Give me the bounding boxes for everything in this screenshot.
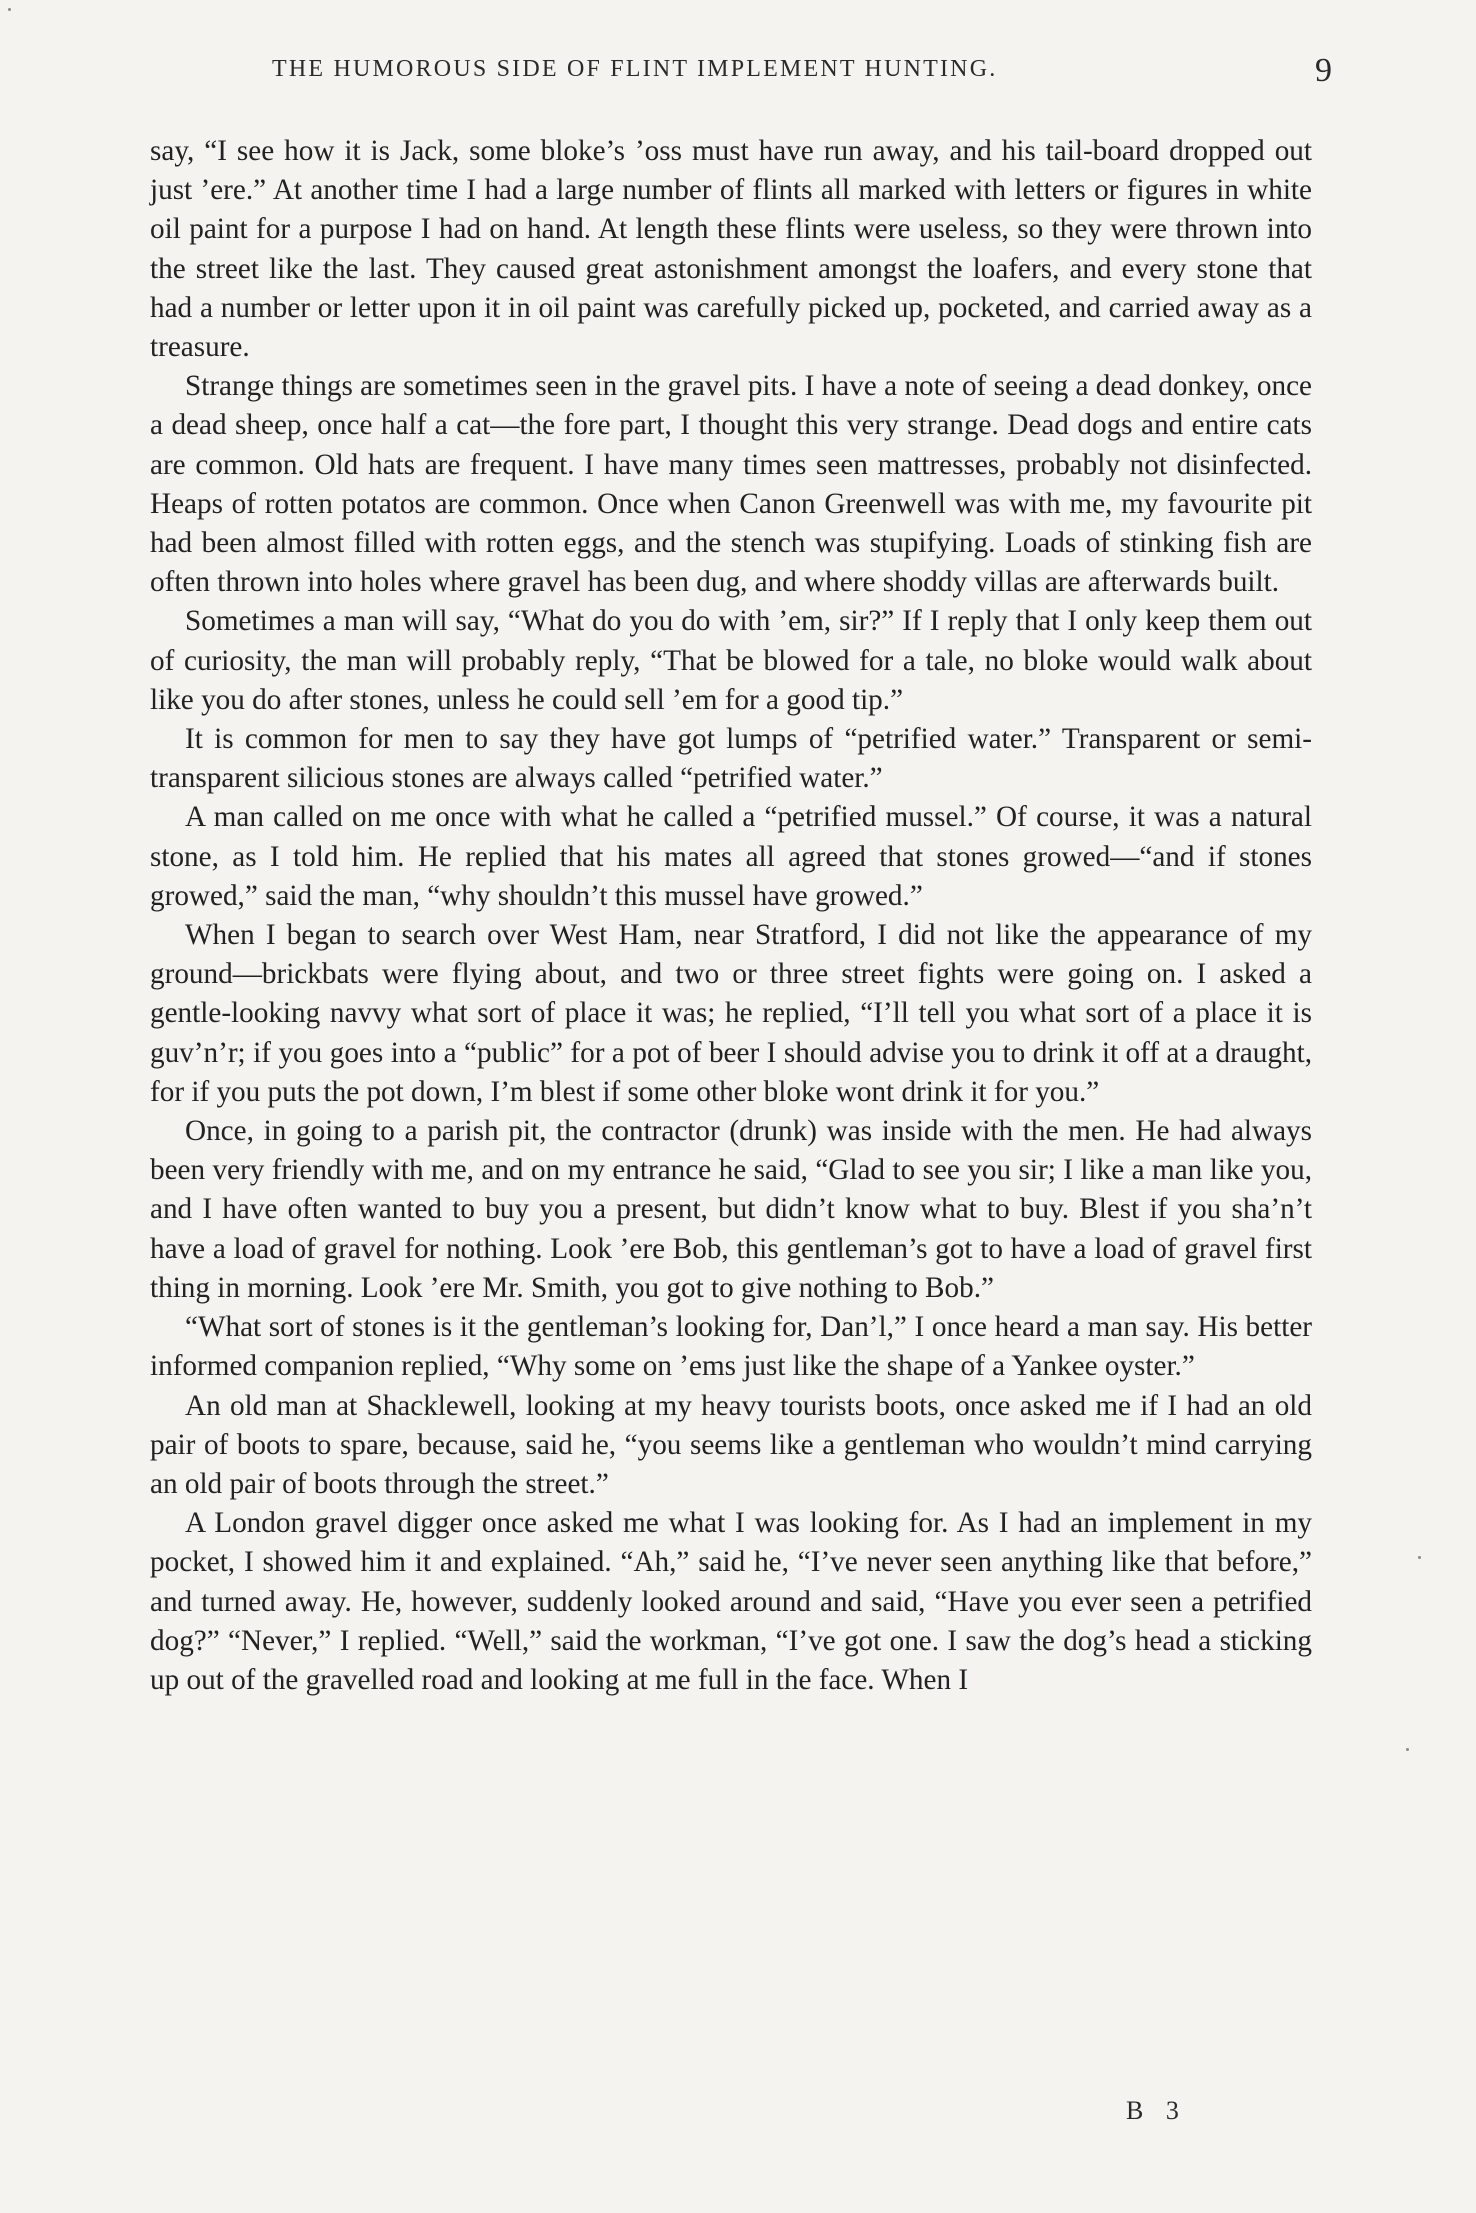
- running-head: [272, 52, 1332, 96]
- page-number: 9: [1315, 52, 1332, 89]
- paragraph: Sometimes a man will say, “What do you do with ’em, sir?” If I reply that I only keep them out of curiosity, the man will probably reply, “That be blowed for a tale, no bloke would walk about like you do after stones, unless he could sell ’em for a good tip.”: [150, 605, 1312, 716]
- paper-speck: [1406, 1748, 1409, 1751]
- paragraph: “What sort of stones is it the gentleman’s looking for, Dan’l,” I once heard a man say. His better informed companion replied, “Why some on ’ems just like the shape of a Yankee oyster.”: [150, 1311, 1312, 1383]
- body-text: [150, 132, 1312, 1700]
- paragraph: say, “I see how it is Jack, some bloke’s ’oss must have run away, and his tail-board dropped out just ’ere.” At another time I had a large number of flints all marked with letters or figures in white oil paint for a purpose I had on hand. At length these flints were useless, so they were thrown into the street like the last. They caused great astonishment amongst the loafers, and every stone that had a number or letter upon it in oil paint was carefully picked up, pocketed, and carried away as a treasure.: [150, 135, 1312, 364]
- paragraph: When I began to search over West Ham, near Stratford, I did not like the appearance of my ground—brickbats were flying about, and two or three street fights were going on. I asked a gentle-looking navvy what sort of place it was; he replied, “I’ll tell you what sort of a place it is guv’n’r; if you goes into a “public” for a pot of beer I should advise you to drink it off at a draught, for if you puts the pot down, I’m blest if some other bloke wont drink it for you.”: [150, 919, 1312, 1108]
- paper-speck: [8, 8, 11, 11]
- paragraph: A London gravel digger once asked me what I was looking for. As I had an implement in my pocket, I showed him it and explained. “Ah,” said he, “I’ve never seen anything like that before,” and turned away. He, however, suddenly looked around and said, “Have you ever seen a petrified dog?” “Never,” I replied. “Well,” said the workman, “I’ve got one. I saw the dog’s head a sticking up out of the gravelled road and looking at me full in the face. When I: [150, 1507, 1312, 1696]
- paragraph: Strange things are sometimes seen in the gravel pits. I have a note of seeing a dead donkey, once a dead sheep, once half a cat—the fore part, I thought this very strange. Dead dogs and entire cats are common. Old hats are frequent. I have many times seen mattresses, probably not disinfected. Heaps of rotten potatos are common. Once when Canon Greenwell was with me, my favourite pit had been almost filled with rotten eggs, and the stench was stupifying. Loads of stinking fish are often thrown into holes where gravel has been dug, and where shoddy villas are afterwards built.: [150, 370, 1312, 599]
- signature-mark: B 3: [1126, 2096, 1187, 2125]
- paper-speck: [1418, 1556, 1421, 1559]
- running-title: THE HUMOROUS SIDE OF FLINT IMPLEMENT HUNTING.: [272, 56, 998, 82]
- paragraph: Once, in going to a parish pit, the contractor (drunk) was inside with the men. He had always been very friendly with me, and on my entrance he said, “Glad to see you sir; I like a man like you, and I have often wanted to buy you a present, but didn’t know what to buy. Blest if you sha’n’t have a load of gravel for nothing. Look ’ere Bob, this gentleman’s got to have a load of gravel first thing in morning. Look ’ere Mr. Smith, you got to give nothing to Bob.”: [150, 1115, 1312, 1304]
- paragraph: An old man at Shacklewell, looking at my heavy tourists boots, once asked me if I had an old pair of boots to spare, because, said he, “you seems like a gentleman who wouldn’t mind carrying an old pair of boots through the street.”: [150, 1389, 1312, 1500]
- paragraph: It is common for men to say they have got lumps of “petrified water.” Transparent or semi-transparent silicious stones are always called “petrified water.”: [150, 723, 1312, 795]
- paragraph: A man called on me once with what he called a “petrified mussel.” Of course, it was a natural stone, as I told him. He replied that his mates all agreed that stones growed—“and if stones growed,” said the man, “why shouldn’t this mussel have growed.”: [150, 801, 1312, 912]
